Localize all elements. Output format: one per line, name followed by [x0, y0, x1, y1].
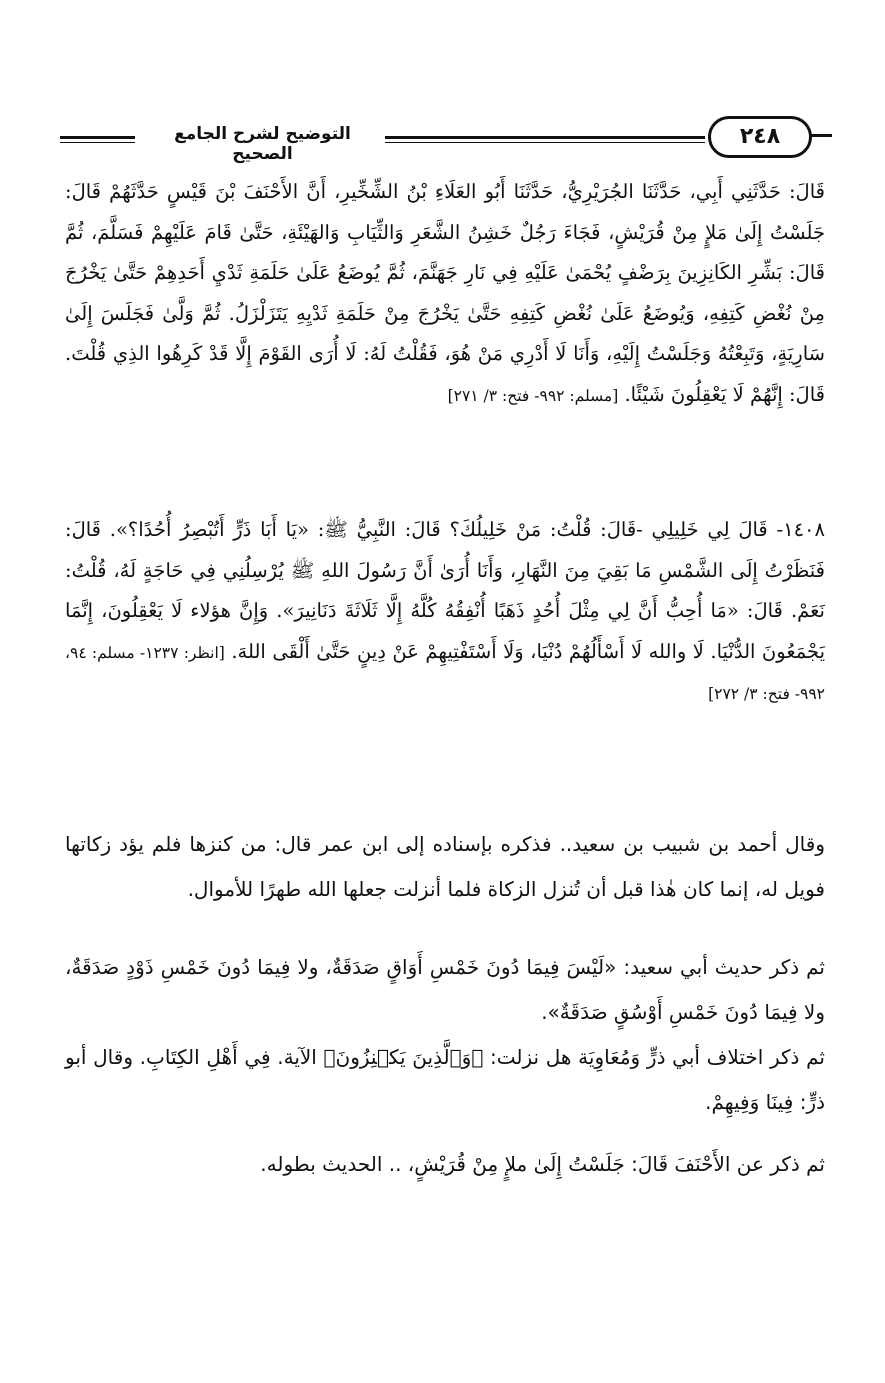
hadith-reference: [انظر: ١٢٣٧- مسلم: ٩٤، ٩٩٢- فتح: ٣/ ٢٧٢] — [65, 643, 825, 703]
hadith-block — [65, 510, 825, 715]
hadith-reference: [مسلم: ٩٩٢- فتح: ٣/ ٢٧١] — [447, 386, 619, 405]
header-rule-left — [60, 136, 135, 143]
commentary-paragraph: وقال أحمد بن شبيب بن سعيد.. فذكره بإسناده إلى ابن عمر قال: من كنزها فلم يؤد زكاتها فويل له، إنما كان هٰذا قبل أن تُنزل الزكاة فلما أنزلت جعلها الله طهرًا للأموال. — [65, 832, 825, 901]
running-title: التوضيح لشرح الجامع الصحيح — [174, 124, 351, 164]
page-header — [60, 112, 830, 162]
hadith-text: قَالَ: حَدَّثَنِي أَبِي، حَدَّثَنَا الجُرَيْرِيُّ، حَدَّثَنَا أَبُو العَلَاءِ بْنُ الشِّخِّيرِ، أَنَّ الأَحْنَفَ بْنَ قَيْسٍ حَدَّثَهُمْ قَالَ: جَلَسْتُ إِلَىٰ مَلإٍ مِنْ قُرَيْشٍ، فَجَاءَ رَجُلٌ خَشِنُ الشَّعَرِ وَالثِّيَابِ وَالهَيْئَةِ، حَتَّىٰ قَامَ عَلَيْهِمْ فَسَلَّمَ، ثُمَّ قَالَ: بَشِّرِ الكَانِزِينَ بِرَضْفٍ يُحْمَىٰ عَلَيْهِ فِي نَارِ جَهَنَّمَ، ثُمَّ يُوضَعُ عَلَىٰ حَلَمَةِ ثَدْيِ أَحَدِهِمْ حَتَّىٰ يَخْرُجَ مِنْ نُغْضِ كَتِفِهِ، وَيُوضَعُ عَلَىٰ نُغْضِ كَتِفِهِ حَتَّىٰ يَخْرُجَ مِنْ حَلَمَةِ ثَدْيِهِ يَتَزَلْزَلُ. ثُمَّ وَلَّىٰ فَجَلَسَ إِلَىٰ سَارِيَةٍ، وَتَبِعْتُهُ وَجَلَسْتُ إِلَيْهِ، وَأَنَا لَا أَدْرِي مَنْ هُوَ، فَقُلْتُ لَهُ: لَا أُرَى القَوْمَ إِلَّا قَدْ كَرِهُوا الذِي قُلْتَ. قَالَ: إِنَّهُمْ لَا يَعْقِلُونَ شَيْئًا. — [65, 180, 825, 406]
commentary-paragraph: ثم ذكر حديث أبي سعيد: «لَيْسَ فِيمَا دُونَ خَمْسِ أَوَاقٍ صَدَقَةٌ، ولا فِيمَا دُونَ خَمْسِ ذَوْدٍ صَدَقَةٌ، ولا فِيمَا دُونَ خَمْسِ أَوْسُقٍ صَدَقَةٌ». — [65, 955, 825, 1024]
page-number: ٢٤٨ — [708, 116, 812, 158]
hadith-block — [65, 172, 825, 416]
commentary-paragraph: ثم ذكر عن الأَحْنَفَ قَالَ: جَلَسْتُ إِلَىٰ ملإٍ مِنْ قُرَيْشٍ، .. الحديث بطوله. — [260, 1152, 825, 1176]
badge-ornament — [810, 134, 832, 137]
commentary-paragraph: ثم ذكر اختلاف أبي ذرٍّ وَمُعَاوِيَة هل نزلت: ﴿وَٱلَّذِينَ يَكۡنِزُونَ﴾ الآية. فِي أَهْلِ الكِتَابِ. وقال أبو ذرٍّ: فِينَا وَفِيهِمْ. — [65, 1045, 825, 1114]
hadith-text: ١٤٠٨- قَالَ لِي خَلِيلِي -قَالَ: قُلْتُ: مَنْ خَلِيلُكَ؟ قَالَ: النَّبِيُّ ﷺ: «يَا أَبَا ذَرٍّ أَتُبْصِرُ أُحُدًا؟». قَالَ: فَنَظَرْتُ إِلَى الشَّمْسِ مَا بَقِيَ مِنَ النَّهَارِ، وَأَنَا أُرَىٰ أَنَّ رَسُولَ اللهِ ﷺ يُرْسِلُنِي فِي حَاجَةٍ لَهُ، قُلْتُ: نَعَمْ. قَالَ: «مَا أُحِبُّ أَنَّ لِي مِثْلَ أُحُدٍ ذَهَبًا أُنْفِقُهُ كُلَّهُ إِلَّا ثَلَاثَةَ دَنَانِيرَ». وَإِنَّ هؤلاء لَا يَعْقِلُونَ، إِنَّمَا يَجْمَعُونَ الدُّنْيَا. لَا والله لَا أَسْأَلُهُمْ دُنْيَا، وَلَا أَسْتَفْتِيهِمْ عَنْ دِينٍ حَتَّىٰ أَلْقَى اللهَ. — [65, 518, 826, 663]
header-rule-middle — [385, 136, 705, 143]
